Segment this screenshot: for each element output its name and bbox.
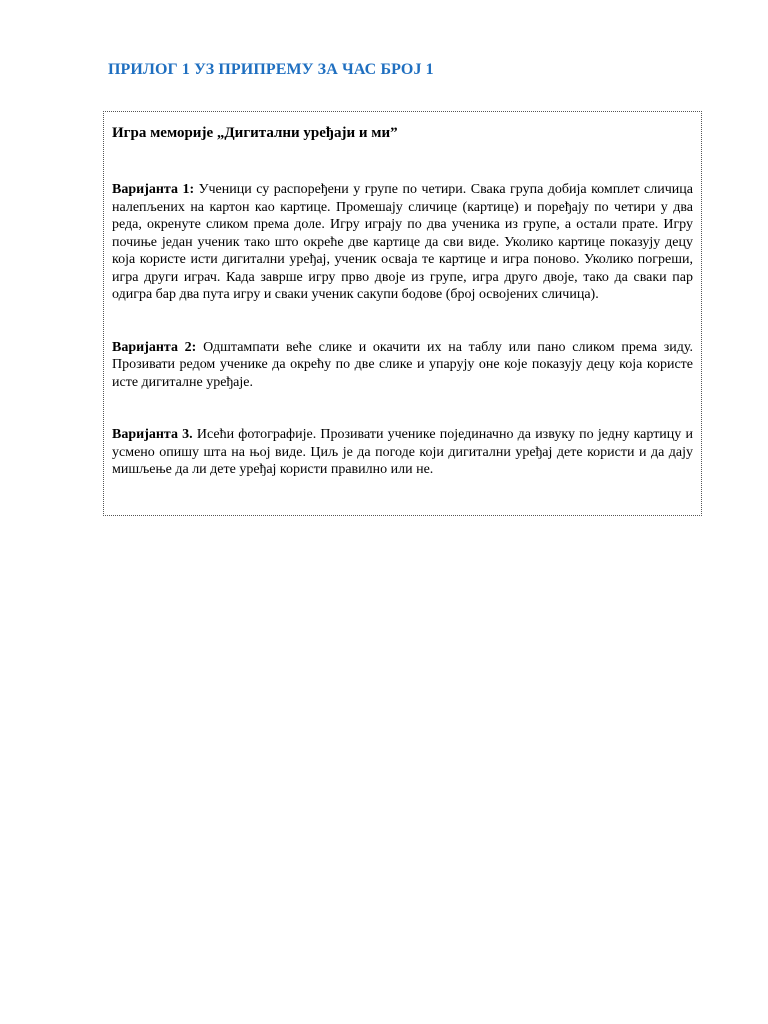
variant-3-label: Варијанта 3. (112, 427, 193, 442)
variant-2-label: Варијанта 2: (112, 339, 197, 355)
variant-1-text: Ученици су распоређени у групе по четири. Свака група добија комплет сличица налепљених на картон као картице. Промешају сличице (картице) и поређају по четири у два реда, окренуте сликом према доле. Игру играју по два ученика из групе, а остали прате. Игру почиње један ученик тако што окреће две картице да сви виде. Уколико картице показују децу која користе исти дигитални уређај, ученик осваја те картице и игра поново. Уколико погреши, игра други играч. Када заврше игру прво двоје из групе, игра друго двоје, тако да сваки пар одигра бар два пута игру и сваки ученик сакупи бодове (број освојених сличица). (112, 182, 693, 302)
variant-2-text: Одштампати веће слике и окачити их на таблу или пано сликом према зиду. Прозивати редом ученике да окрећу по две слике и упарују оне које показују децу која користе исте дигиталне уређаје. (112, 339, 693, 390)
variant-3-text: Исећи фотографије. Прозивати ученике појединачно да извуку по једну картицу и усмено опишу шта на њој виде. Циљ је да погоде који дигитални уређај дете користи и да дају мишљење да ли дете уређај користи правилно или не. (112, 427, 693, 477)
game-description-box (103, 111, 702, 516)
variant-2-paragraph (112, 339, 693, 392)
variant-3-paragraph (112, 426, 693, 479)
game-title: Игра меморије „Дигитални уређаји и ми” (112, 125, 398, 141)
variant-1-label: Варијанта 1: (112, 182, 195, 197)
page-heading: ПРИЛОГ 1 УЗ ПРИПРЕМУ ЗА ЧАС БРОЈ 1 (108, 61, 434, 78)
variant-1-paragraph (112, 181, 693, 304)
